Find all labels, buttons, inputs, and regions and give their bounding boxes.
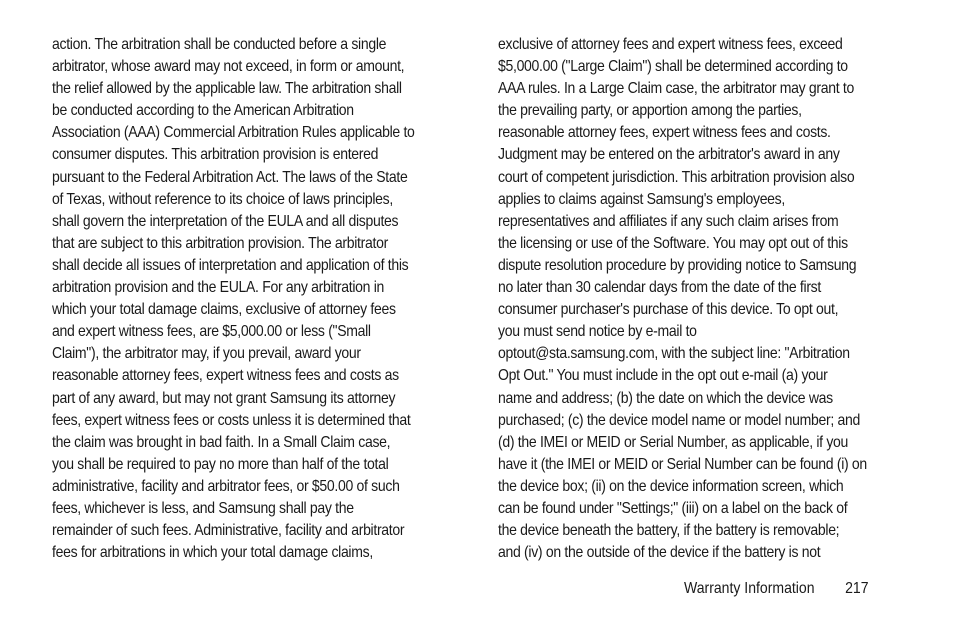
text-line: arbitrator, whose award may not exceed, in form or amount, [52, 58, 405, 76]
page-number: 217 [845, 580, 869, 597]
page-footer [684, 578, 869, 600]
text-line: no later than 30 calendar days from the date of the first [498, 279, 821, 297]
text-line: name and address; (b) the date on which the device was [498, 389, 833, 407]
text-line: $5,000.00 ("Large Claim") shall be determined according to [498, 58, 848, 76]
text-line: exclusive of attorney fees and expert witness fees, exceed [498, 36, 843, 53]
text-line: part of any award, but may not grant Samsung its attorney [52, 389, 396, 407]
footer-section-title: Warranty Information [684, 580, 815, 597]
text-line: which your total damage claims, exclusive of attorney fees [52, 301, 396, 319]
text-line: the device box; (ii) on the device information screen, which [498, 477, 844, 495]
text-line: Association (AAA) Commercial Arbitration Rules applicable to [52, 124, 415, 142]
text-line: administrative, facility and arbitrator fees, or $50.00 of such [52, 477, 400, 495]
text-line: of Texas, without reference to its choice of laws principles, [52, 190, 393, 208]
left-text-column [52, 34, 450, 564]
text-line: remainder of such fees. Administrative, facility and arbitrator [52, 522, 405, 540]
text-line: shall govern the interpretation of the EULA and all disputes [52, 212, 399, 230]
text-line: that are subject to this arbitration provision. The arbitrator [52, 234, 388, 252]
text-line: applies to claims against Samsung's employees, [498, 190, 785, 208]
text-line: the licensing or use of the Software. You may opt out of this [498, 234, 848, 252]
text-line: court of competent jurisdiction. This arbitration provision also [498, 168, 855, 186]
text-line: action. The arbitration shall be conducted before a single [52, 36, 387, 53]
text-line: be conducted according to the American Arbitration [52, 102, 354, 120]
text-line: consumer disputes. This arbitration provision is entered [52, 146, 379, 164]
text-line: dispute resolution procedure by providing notice to Samsung [498, 256, 857, 274]
text-line: reasonable attorney fees, expert witness fees and costs as [52, 367, 399, 385]
text-line: you shall be required to pay no more than half of the total [52, 455, 389, 473]
text-line: have it (the IMEI or MEID or Serial Number can be found (i) on [498, 455, 867, 473]
right-text-column [498, 34, 899, 564]
text-line: and expert witness fees, are $5,000.00 or less ("Small [52, 323, 371, 341]
text-line: purchased; (c) the device model name or model number; and [498, 411, 860, 429]
text-line: can be found under "Settings;" (iii) on a label on the back of [498, 499, 848, 517]
text-line: the device beneath the battery, if the battery is removable; [498, 522, 840, 540]
text-line: fees, whichever is less, and Samsung shall pay the [52, 499, 354, 517]
text-line: shall decide all issues of interpretation and application of this [52, 256, 409, 274]
text-line: arbitration provision and the EULA. For any arbitration in [52, 279, 385, 297]
text-line: the prevailing party, or apportion among the parties, [498, 102, 802, 120]
text-line: representatives and affiliates if any such claim arises from [498, 212, 839, 230]
text-line: Opt Out." You must include in the opt out e-mail (a) your [498, 367, 828, 385]
text-line: Claim"), the arbitrator may, if you prevail, award your [52, 345, 361, 363]
text-line: (d) the IMEI or MEID or Serial Number, as applicable, if you [498, 433, 849, 451]
text-line: and (iv) on the outside of the device if the battery is not [498, 544, 821, 562]
text-line: optout@sta.samsung.com, with the subject line: "Arbitration [498, 345, 850, 363]
text-line: consumer purchaser's purchase of this device. To opt out, [498, 301, 839, 319]
text-line: reasonable attorney fees, expert witness fees and costs. [498, 124, 831, 142]
text-line: the relief allowed by the applicable law. The arbitration shall [52, 80, 402, 98]
text-line: you must send notice by e-mail to [498, 323, 697, 341]
text-line: fees, expert witness fees or costs unless it is determined that [52, 411, 411, 429]
text-line: the claim was brought in bad faith. In a Small Claim case, [52, 433, 391, 451]
text-line: fees for arbitrations in which your total damage claims, [52, 544, 373, 562]
text-line: pursuant to the Federal Arbitration Act. The laws of the State [52, 168, 408, 186]
text-line: AAA rules. In a Large Claim case, the arbitrator may grant to [498, 80, 855, 98]
text-line: Judgment may be entered on the arbitrator's award in any [498, 146, 840, 164]
